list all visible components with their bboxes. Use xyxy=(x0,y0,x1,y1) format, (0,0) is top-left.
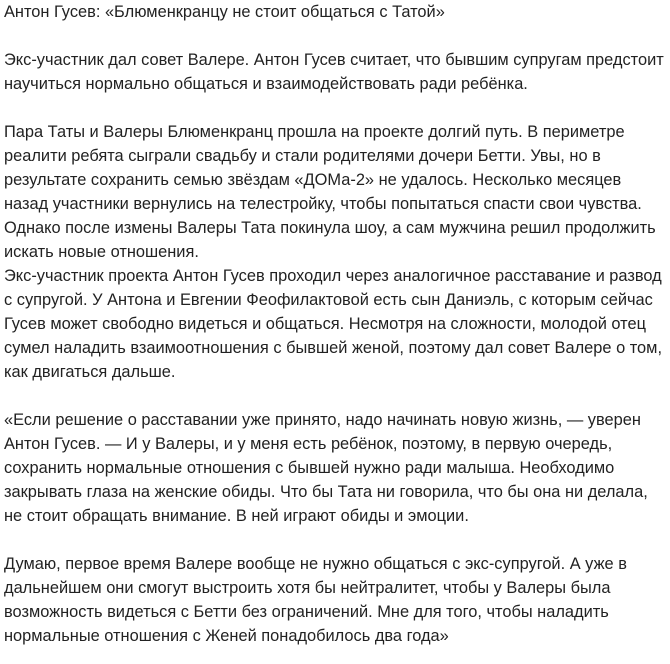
article-quote-1: «Если решение о расставании уже принято, надо начинать новую жизнь, — уверен Антон Гусев. — И у Валеры, и у меня есть ребёнок, поэтому, в первую очередь, сохранить нормальные отношения с бывшей нужно ради малыша. Необходимо закрывать глаза на женские обиды. Что бы Тата ни говорила, что бы она ни делала, не стоит обращать внимание. В ней играют обиды и эмоции. xyxy=(4,411,648,525)
article-paragraph-1: Пара Таты и Валеры Блюменкранц прошла на проекте долгий путь. В периметре реалити ребята сыграли свадьбу и стали родителями дочери Бетти. Увы, но в результате сохранить семью звёздам «ДОМа-2» не удалось. Несколько месяцев назад участники вернулись на телестройку, чтобы попытаться спасти свои чувства. Однако после измены Валеры Тата покинула шоу, а сам мужчина решил продолжить искать новые отношения. xyxy=(4,123,656,261)
article-title: Антон Гусев: «Блюменкранцу не стоит общаться с Татой» xyxy=(4,3,445,21)
article-paragraph-2: Экс-участник проекта Антон Гусев проходил через аналогичное расставание и развод с супругой. У Антона и Евгении Феофилактовой есть сын Даниэль, с которым сейчас Гусев может свободно видеться и общаться. Несмотря на сложности, молодой отец сумел наладить взаимоотношения с бывшей женой, поэтому дал совет Валере о том, как двигаться дальше. xyxy=(4,267,662,381)
article-lead: Экс-участник дал совет Валере. Антон Гусев считает, что бывшим супругам предстоит научиться нормально общаться и взаимодействовать ради ребёнка. xyxy=(4,51,664,93)
paragraph-spacer xyxy=(4,528,666,552)
article-quote-2: Думаю, первое время Валере вообще не нужно общаться с экс-супругой. А уже в дальнейшем они смогут выстроить хотя бы нейтралитет, чтобы у Валеры была возможность видеться с Бетти без ограничений. Мне для того, чтобы наладить нормальные отношения с Женей понадобилось два года» xyxy=(4,555,627,645)
paragraph-spacer xyxy=(4,384,666,408)
paragraph-spacer xyxy=(4,24,666,48)
paragraph-spacer xyxy=(4,96,666,120)
